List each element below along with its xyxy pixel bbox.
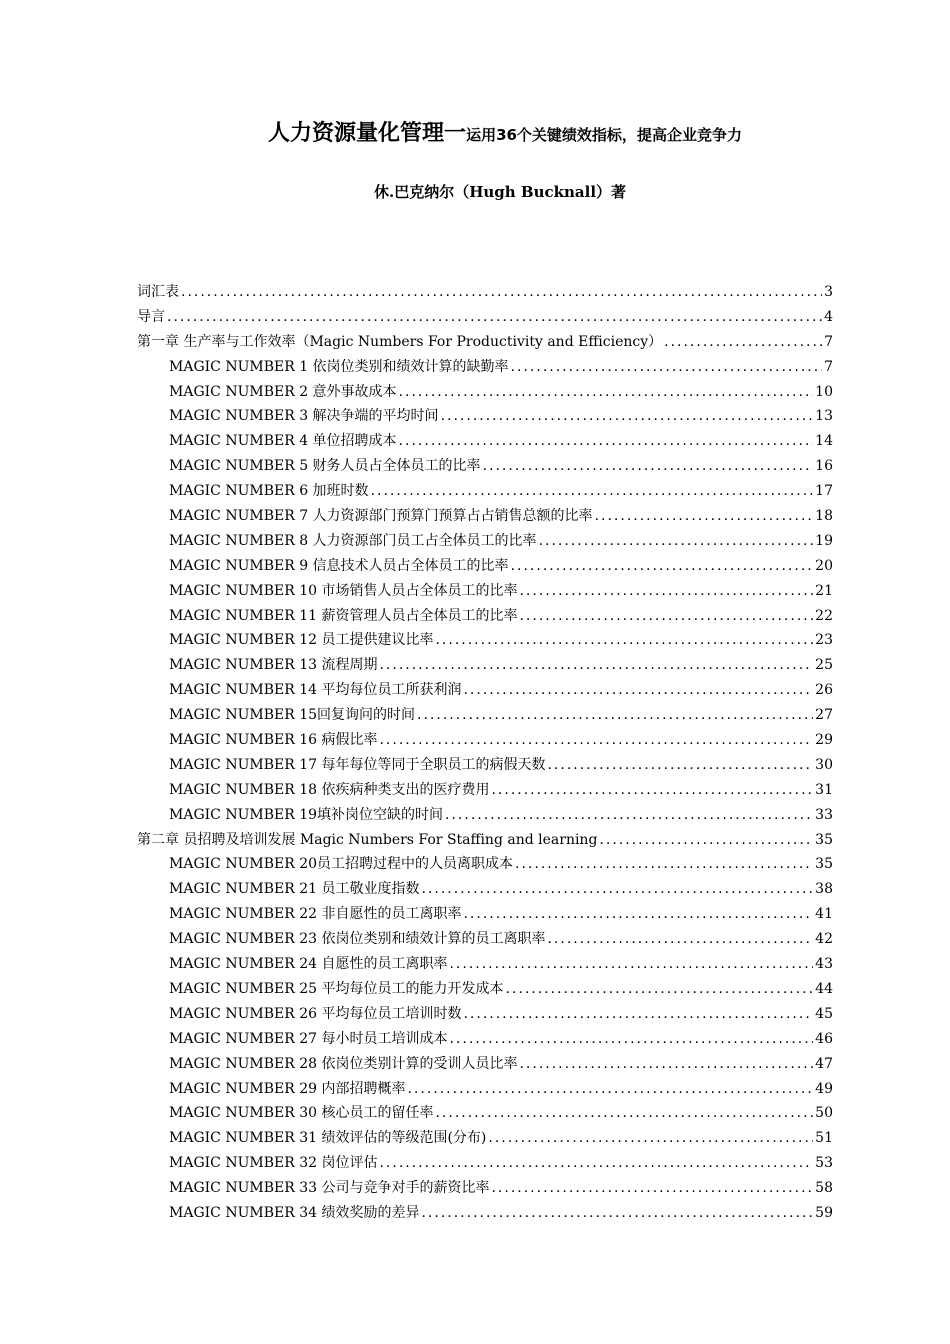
toc-dot-leader [379, 1155, 813, 1171]
toc-section-entry[interactable] [137, 978, 833, 1003]
toc-dot-leader [595, 508, 814, 524]
toc-page-number: 19 [815, 532, 833, 549]
toc-section-entry[interactable] [137, 804, 833, 829]
toc-entry-label: 词汇表 [137, 284, 179, 300]
toc-entry-label: MAGIC NUMBER 24 自愿性的员工离职率 [169, 956, 448, 973]
toc-section-entry[interactable] [137, 853, 833, 878]
toc-entry-label: MAGIC NUMBER 14 平均每位员工所获利润 [169, 682, 462, 699]
toc-dot-leader [379, 657, 813, 673]
toc-page-number: 47 [815, 1055, 833, 1072]
toc-page-number: 22 [815, 607, 833, 624]
toc-page-number: 38 [815, 881, 833, 898]
toc-dot-leader [511, 558, 814, 574]
toc-entry-label: MAGIC NUMBER 28 依岗位类别计算的受训人员比率 [169, 1055, 518, 1072]
toc-entry-label: MAGIC NUMBER 1 依岗位类别和绩效计算的缺勤率 [169, 358, 509, 375]
toc-entry-label: MAGIC NUMBER 13 流程周期 [169, 657, 378, 674]
toc-page-number: 45 [815, 1005, 833, 1022]
toc-dot-leader [399, 433, 814, 449]
toc-dot-leader [664, 334, 822, 350]
toc-page-number: 25 [815, 657, 833, 674]
toc-page-number: 13 [815, 408, 833, 425]
toc-page-number: 4 [824, 308, 833, 325]
toc-dot-leader [445, 807, 813, 823]
toc-page-number: 35 [815, 831, 833, 848]
toc-page-number: 41 [815, 906, 833, 923]
toc-page-number: 49 [815, 1080, 833, 1097]
toc-dot-leader [463, 906, 813, 922]
toc-section-entry[interactable] [137, 704, 833, 729]
toc-section-entry[interactable] [137, 1177, 833, 1202]
toc-entry-label: MAGIC NUMBER 18 依疾病种类支出的医疗费用 [169, 781, 490, 798]
toc-section-entry[interactable] [137, 1127, 833, 1152]
toc-dot-leader [491, 1180, 813, 1196]
toc-entry-label: MAGIC NUMBER 16 病假比率 [169, 732, 378, 749]
toc-dot-leader [181, 284, 822, 300]
toc-dot-leader [515, 856, 813, 872]
toc-page-number: 50 [815, 1105, 833, 1122]
toc-page-number: 23 [815, 632, 833, 649]
toc-entry-label: 导言 [137, 308, 165, 325]
toc-section-entry[interactable] [137, 530, 833, 555]
toc-section-entry[interactable] [137, 679, 833, 704]
toc-dot-leader [421, 881, 813, 897]
toc-section-entry[interactable] [137, 1202, 833, 1227]
toc-page-number: 18 [815, 508, 833, 525]
toc-page-number: 31 [815, 781, 833, 798]
toc-section-entry[interactable] [137, 480, 833, 505]
toc-entry-label: MAGIC NUMBER 25 平均每位员工的能力开发成本 [169, 980, 504, 997]
toc-chapter-entry[interactable] [137, 331, 833, 356]
toc-page-number: 14 [815, 433, 833, 450]
toc-dot-leader [519, 608, 813, 624]
toc-dot-leader [463, 682, 813, 698]
toc-section-entry[interactable] [137, 505, 833, 530]
toc-dot-leader [379, 732, 813, 748]
toc-dot-leader [483, 458, 814, 474]
toc-page-number: 10 [815, 383, 833, 400]
toc-dot-leader [519, 583, 813, 599]
toc-section-entry[interactable] [137, 605, 833, 630]
toc-page-number: 35 [815, 856, 833, 873]
toc-page-number: 7 [824, 333, 833, 350]
toc-section-entry[interactable] [137, 405, 833, 430]
toc-section-entry[interactable] [137, 928, 833, 953]
toc-entry-label: MAGIC NUMBER 22 非自愿性的员工离职率 [169, 906, 462, 923]
toc-page-number: 42 [815, 931, 833, 948]
toc-dot-leader [505, 981, 813, 997]
toc-page-number: 26 [815, 682, 833, 699]
toc-page-number: 16 [815, 458, 833, 475]
title-main: 人力资源量化管理一 [268, 121, 467, 146]
document-title [0, 116, 950, 147]
toc-section-entry[interactable] [137, 654, 833, 679]
toc-page-number: 44 [815, 980, 833, 997]
toc-section-entry[interactable] [137, 1102, 833, 1127]
toc-page-number: 3 [824, 284, 833, 300]
toc-entry-label: MAGIC NUMBER 23 依岗位类别和绩效计算的员工离职率 [169, 931, 546, 948]
toc-dot-leader [399, 384, 814, 400]
toc-entry-label: MAGIC NUMBER 10 市场销售人员占全体员工的比率 [169, 582, 518, 599]
toc-section-entry[interactable] [137, 1152, 833, 1177]
toc-dot-leader [547, 931, 813, 947]
toc-entry-label: MAGIC NUMBER 9 信息技术人员占全体员工的比率 [169, 557, 509, 574]
toc-section-entry[interactable] [137, 779, 833, 804]
toc-entry-label: MAGIC NUMBER 7 人力资源部门预算门预算占占销售总额的比率 [169, 508, 593, 525]
toc-entry-label: 第二章 员招聘及培训发展 Magic Numbers For Staffing and learning [137, 831, 598, 848]
toc-section-entry[interactable] [137, 381, 833, 406]
toc-section-entry[interactable] [137, 430, 833, 455]
toc-dot-leader [167, 309, 822, 325]
toc-entry-label: MAGIC NUMBER 31 绩效评估的等级范围(分布) [169, 1130, 487, 1147]
toc-page-number: 33 [815, 806, 833, 823]
toc-entry-label: MAGIC NUMBER 12 员工提供建议比率 [169, 632, 434, 649]
toc-entry-label: MAGIC NUMBER 8 人力资源部门员工占全体员工的比率 [169, 532, 537, 549]
toc-dot-leader [417, 707, 813, 723]
toc-section-entry[interactable] [137, 1078, 833, 1103]
toc-entry-label: MAGIC NUMBER 15回复询问的时间 [169, 707, 416, 724]
toc-chapter-entry[interactable] [137, 306, 833, 331]
table-of-contents [137, 281, 833, 1227]
toc-entry-label: MAGIC NUMBER 29 内部招聘概率 [169, 1080, 406, 1097]
toc-section-entry[interactable] [137, 1003, 833, 1028]
toc-chapter-entry[interactable] [137, 281, 833, 306]
toc-dot-leader [435, 1105, 813, 1121]
toc-section-entry[interactable] [137, 356, 833, 381]
toc-dot-leader [449, 1031, 813, 1047]
toc-dot-leader [547, 757, 813, 773]
toc-section-entry[interactable] [137, 580, 833, 605]
toc-dot-leader [599, 832, 813, 848]
toc-section-entry[interactable] [137, 729, 833, 754]
toc-dot-leader [539, 533, 814, 549]
toc-dot-leader [371, 483, 814, 499]
toc-entry-label: MAGIC NUMBER 33 公司与竞争对手的薪资比率 [169, 1180, 490, 1197]
toc-entry-label: MAGIC NUMBER 34 绩效奖励的差异 [169, 1204, 420, 1221]
toc-entry-label: 第一章 生产率与工作效率（Magic Numbers For Productivity and Efficiency） [137, 333, 663, 350]
toc-entry-label: MAGIC NUMBER 19填补岗位空缺的时间 [169, 806, 444, 823]
toc-entry-label: MAGIC NUMBER 17 每年每位等同于全职员工的病假天数 [169, 756, 546, 773]
toc-section-entry[interactable] [137, 555, 833, 580]
toc-page-number: 59 [815, 1204, 833, 1221]
toc-section-entry[interactable] [137, 953, 833, 978]
toc-page-number: 51 [815, 1130, 833, 1147]
toc-page-number: 53 [815, 1155, 833, 1172]
toc-section-entry[interactable] [137, 455, 833, 480]
title-subtitle: 运用36个关键绩效指标，提高企业竞争力 [466, 126, 742, 144]
toc-dot-leader [511, 359, 823, 375]
toc-section-entry[interactable] [137, 754, 833, 779]
toc-section-entry[interactable] [137, 903, 833, 928]
toc-section-entry[interactable] [137, 1028, 833, 1053]
toc-page-number: 7 [824, 358, 833, 375]
toc-dot-leader [435, 632, 813, 648]
toc-page-number: 17 [815, 483, 833, 500]
toc-entry-label: MAGIC NUMBER 6 加班时数 [169, 483, 369, 500]
toc-page-number: 30 [815, 756, 833, 773]
toc-entry-label: MAGIC NUMBER 30 核心员工的留任率 [169, 1105, 434, 1122]
toc-entry-label: MAGIC NUMBER 32 岗位评估 [169, 1155, 378, 1172]
toc-entry-label: MAGIC NUMBER 27 每小时员工培训成本 [169, 1030, 448, 1047]
toc-dot-leader [488, 1130, 813, 1146]
toc-page-number: 43 [815, 956, 833, 973]
toc-entry-label: MAGIC NUMBER 2 意外事故成本 [169, 383, 397, 400]
toc-page-number: 58 [815, 1180, 833, 1197]
toc-page-number: 29 [815, 732, 833, 749]
toc-dot-leader [519, 1056, 813, 1072]
toc-page-number: 20 [815, 557, 833, 574]
toc-entry-label: MAGIC NUMBER 11 薪资管理人员占全体员工的比率 [169, 607, 518, 624]
toc-dot-leader [463, 1006, 813, 1022]
toc-section-entry[interactable] [137, 1053, 833, 1078]
toc-section-entry[interactable] [137, 629, 833, 654]
toc-dot-leader [421, 1205, 813, 1221]
toc-page-number: 27 [815, 707, 833, 724]
toc-entry-label: MAGIC NUMBER 26 平均每位员工培训时数 [169, 1005, 462, 1022]
toc-dot-leader [449, 956, 813, 972]
toc-entry-label: MAGIC NUMBER 20员工招聘过程中的人员离职成本 [169, 856, 514, 873]
toc-dot-leader [491, 782, 813, 798]
toc-page-number: 21 [815, 582, 833, 599]
toc-chapter-entry[interactable] [137, 829, 833, 854]
toc-dot-leader [407, 1081, 813, 1097]
author-line: 休.巴克纳尔（Hugh Bucknall）著 [373, 183, 627, 201]
toc-entry-label: MAGIC NUMBER 4 单位招聘成本 [169, 433, 397, 450]
toc-section-entry[interactable] [137, 878, 833, 903]
toc-dot-leader [441, 408, 814, 424]
toc-page-number: 46 [815, 1030, 833, 1047]
toc-entry-label: MAGIC NUMBER 5 财务人员占全体员工的比率 [169, 458, 481, 475]
toc-entry-label: MAGIC NUMBER 21 员工敬业度指数 [169, 881, 420, 898]
toc-entry-label: MAGIC NUMBER 3 解决争端的平均时间 [169, 408, 439, 425]
